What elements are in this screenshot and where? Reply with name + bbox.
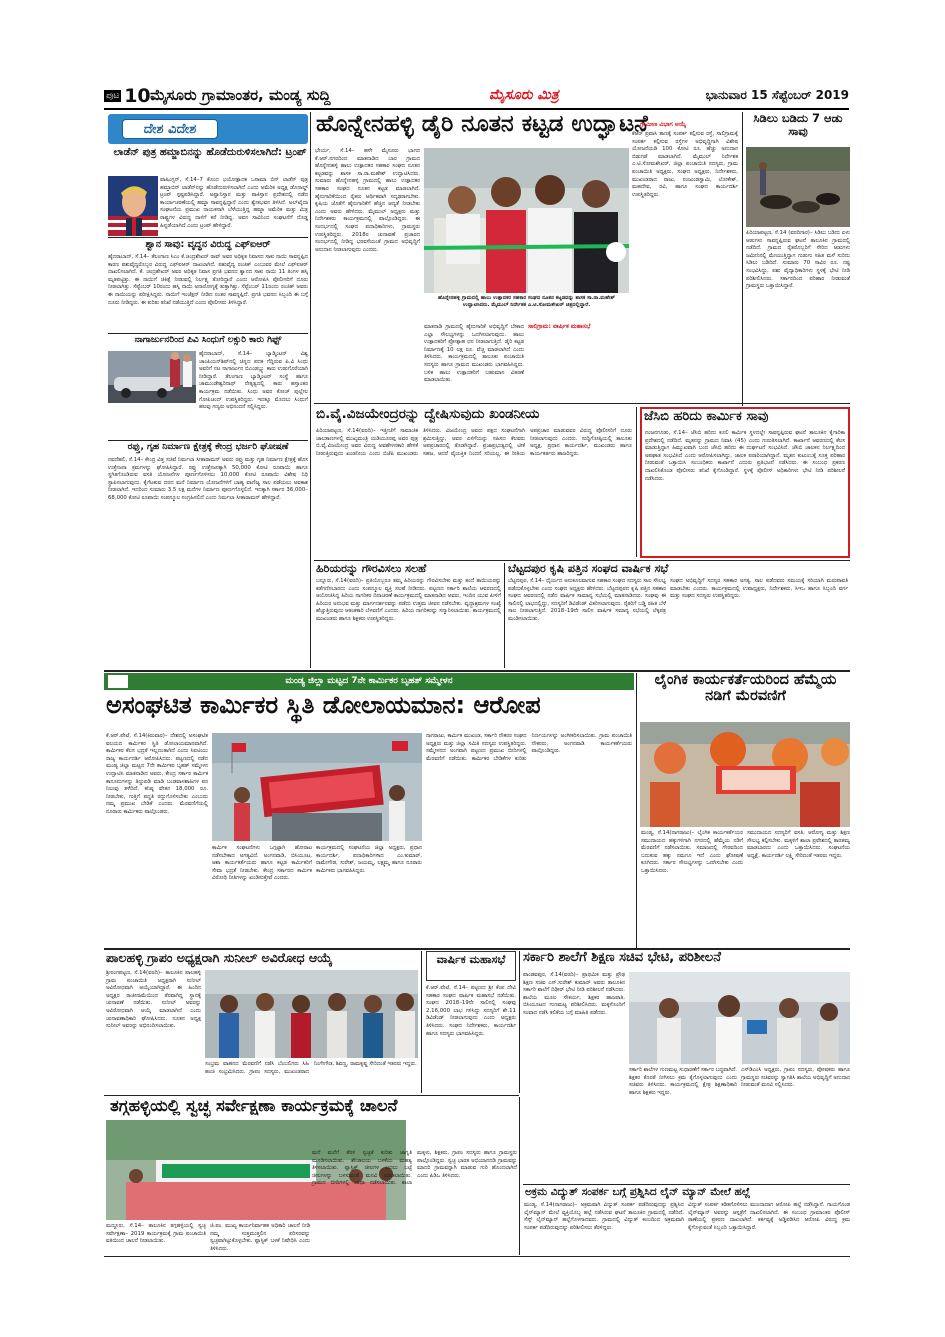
body-sexworkers-col1: ಮಂಡ್ಯ, ಸೆ.14(ನಾಗರಾಜು)– ಲೈಂಗಿಕ ಕಾರ್ಯಕರ್ತೆಯರ ಸಮುದಾಯದ ಹಕ್ಕುಗಳಿಗಾಗಿ ನಗರದಲ್ಲಿ ಹೆಮ್ಮೆಯ ನಡಿಗೆ ಮೆರವಣಿಗೆ ನಡೆಸಲಾಯಿತು. ಸಮಾಜದಲ್ಲಿ ಗೌರವದಿಂದ ಬದುಕುವ ಹಕ್ಕು ನಮಗೂ ಇದೆ ಎಂದು ಘೋಷಣೆ ಕೂಗಿದರು. ಸರ್ಕಾರ ಸೌಲಭ್ಯಗಳನ್ನು ಒದಗಿಸಬೇಕು ಎಂದು ಒತ್ತಾಯಿಸಿದರು.: [641, 830, 743, 874]
photo-sindhu-car: [108, 351, 196, 403]
body-workers-col4: ನಾಗರಾಜು, ಕಾರ್ಮಿಕ ಮುಖಂಡ, ಸರ್ಕಾರಿ ನೌಕರರ ಸಂಘದ ಅಧ್ಯಕ್ಷರು ಮತ್ತು ಜಿಲ್ಲಾ ಸಮಿತಿ ಸದಸ್ಯರು ಉಪಸ್ಥಿತರಿದ್ದರು. ಸಮ್ಮೇಳನದ ಅಂಗವಾಗಿ ಪಟ್ಟಣದ ಪ್ರಮುಖ ಬೀದಿಗಳಲ್ಲಿ ಮೆರವಣಿಗೆ ನಡೆಯಿತು. ಕಾರ್ಮಿಕರ ಬೇಡಿಕೆಗಳ ಕುರಿತು ನಿರ್ಣಯಗಳನ್ನು ಅಂಗೀಕರಿಸಲಾಯಿತು. ಗ್ರಾಮ ಪಂಚಾಯಿತಿ ನೌಕರರು, ಅಂಗನವಾಡಿ ಕಾರ್ಯಕರ್ತೆಯರು ಪಾಲ್ಗೊಂಡಿದ್ದರು.: [426, 733, 632, 762]
headline-vijayendra: ಬಿ.ವೈ.ವಿಜಯೇಂದ್ರರನ್ನು ದ್ವೇಷಿಸುವುದು ಖಂಡನೀಯ: [316, 406, 540, 422]
body-vijayendra: ಪಿರಿಯಾಪಟ್ಟಣ, ಸೆ.14(ವರದಿ)– ಇತ್ತೀಚೆಗೆ ಸಾಮಾಜಿಕ ಜಾಲತಾಣಗಳಲ್ಲಿ ಮುಖ್ಯಮಂತ್ರಿ ಯಡಿಯೂರಪ್ಪ ಅವರ ಪುತ್ರ ಬಿ.ವೈ.ವಿಜಯೇಂದ್ರ ಅವರ ವಿರುದ್ಧ ಅವಹೇಳನಕಾರಿ ಹೇಳಿಕೆ ನೀಡುತ್ತಿರುವುದು ಖಂಡನೀಯ ಎಂದು ಬಿಜೆಪಿ ಮುಖಂಡರು ತಿಳಿಸಿದರು. ವಿಜಯೇಂದ್ರ ಅವರು ಪಕ್ಷದ ಸಂಘಟನೆಗಾಗಿ ಶ್ರಮಿಸುತ್ತಿದ್ದು, ಅವರ ಏಳಿಗೆಯನ್ನು ಸಹಿಸದ ಕೆಲವರು ಅಪಪ್ರಚಾರದಲ್ಲಿ ತೊಡಗಿದ್ದಾರೆ. ಪ್ರಜಾಪ್ರಭುತ್ವದಲ್ಲಿ ಟೀಕೆ ಸಹಜ, ಆದರೆ ವೈಯಕ್ತಿಕ ನಿಂದನೆ ಸರಿಯಲ್ಲ. ಈ ರೀತಿಯ ಅಪಪ್ರಚಾರ ಮಾಡುವವರ ವಿರುದ್ಧ ಪೊಲೀಸರಿಗೆ ದೂರು ನೀಡಲಾಗುವುದು ಎಂದರು. ಸುದ್ದಿಗೋಷ್ಠಿಯಲ್ಲಿ ತಾಲೂಕು ಅಧ್ಯಕ್ಷ, ಪ್ರಧಾನ ಕಾರ್ಯದರ್ಶಿ, ಮುಖಂಡರು ಹಾಗೂ ಕಾರ್ಯಕರ್ತರು ಹಾಜರಿದ್ದರು.: [316, 428, 632, 457]
headline-laden: ಲಾಡೆನ್ ಪುತ್ರ ಹಮ್ಜಾಬಿನನ್ನು ಹೊಡೆದುರುಳಿಸಲಾಗಿದೆ: ಟ್ರಂಪ್: [113, 147, 307, 158]
body-dog: ಹೈದರಾಬಾದ್, ಸೆ.14– ತೆಲಂಗಾಣ ಸಿಎಂ ಕೆ.ಚಂದ್ರಶೇಖರ್ ರಾವ್ ಅವರ ಅಧಿಕೃತ ನಿವಾಸದ ಸಾಕು ನಾಯಿ ಸಾವನ್ನಪ್ಪಿದ ಕಾರಣ ಪಶುವೈದ್ಯರೊಬ್ಬರ ವಿರುದ್ಧ ಎಫ್ಐಆರ್ ದಾಖಲಾಗಿದೆ. ಪಶುವೈದ್ಯ ರಂಜಿತ್ ಎಂಬುವರ ಮೇಲೆ ಎಫ್ಐಆರ್ ದಾಖಲಿಸಲಾಗಿದೆ. ಕೆ. ಚಂದ್ರಶೇಖರ್ ಅವರ ಅಧಿಕೃತ ನಿವಾಸ ಪ್ರಗತಿ ಭವನದ ಶ್ವಾನದ ಸಾಕು ನಾಯಿ 11 ತಿಂಗಳ ಹಸ್ಕಿ ಮೃತಪಟ್ಟಿತ್ತು. ಈ ನಾಯಿಗೆ ಚಿಕಿತ್ಸೆ ನೀಡುವಲ್ಲಿ ನಿರ್ಲಕ್ಷ್ಯ ತೋರಿದ್ದಾರೆ ಎಂದು ಆರೋಪಿಸಿ ಪೊಲೀಸರಿಗೆ ದೂರು ನೀಡಲಾಗಿತ್ತು. ಸೆಪ್ಟೆಂಬರ್ 10ರಂದು ಹಸ್ಕಿ ನಾಯಿ ಅನಾರೋಗ್ಯಕ್ಕೆ ತುತ್ತಾಗಿತ್ತು. ಸೆಪ್ಟೆಂಬರ್ 11ರಂದು ರಂಜಿತ್ ಅವರು ಈ ನಾಯಿಯನ್ನು ಪರೀಕ್ಷಿಸಿದ್ದರು. ನಾಯಿಗೆ ಇಂಜೆಕ್ಷನ್ ನೀಡಿದ ನಂತರ ಸಾವನ್ನಪ್ಪಿದೆ. ಪ್ರಗತಿ ಭವನದ ಸಿಬ್ಬಂದಿ ಈ ಬಗ್ಗೆ ದೂರು ನೀಡಿದ್ದರು. ಈ ಕುರಿತು ತನಿಖೆ ನಡೆಯುತ್ತಿದೆ ಎಂದು ಪೊಲೀಸರು ತಿಳಿಸಿದ್ದಾರೆ.: [108, 254, 308, 306]
body-bettadapura-col2: ಸಂಘದ ಅಭಿವೃದ್ಧಿಗೆ ಸದಸ್ಯರ ಸಹಕಾರ ಅಗತ್ಯ. ಸಾಲ ಪಡೆದವರು ಸಮಯಕ್ಕೆ ಸರಿಯಾಗಿ ಮರುಪಾವತಿ ಮಾಡಬೇಕು ಎಂದರು. ಕಾರ್ಯಕ್ರಮದಲ್ಲಿ ಉಪಾಧ್ಯಕ್ಷರು, ನಿರ್ದೇಶಕರು, ಸಿಇಒ ಹಾಗೂ ಸಿಬ್ಬಂದಿ ವರ್ಗ ಮತ್ತು ಸಂಘದ ಸದಸ್ಯರು ಉಪಸ್ಥಿತರಿದ್ದರು.: [670, 578, 848, 600]
photo-goats: [746, 147, 850, 227]
body-dairy-col2: ಮಾತನಾಡಿ ಗ್ರಾಮದಲ್ಲಿ ಹೈನುಗಾರಿಕೆ ಅಭಿವೃದ್ಧಿಗೆ ಬೇಕಾದ ಎಲ್ಲಾ ಸೌಲಭ್ಯಗಳನ್ನು ಒದಗಿಸಲಾಗುವುದು. ಹಾಲು ಉತ್ಪಾದಕರಿಗೆ ಪ್ರೋತ್ಸಾಹ ಧನ ನೀಡಲಾಗುತ್ತಿದೆ. ಡೈರಿ ಕಟ್ಟಡ ನಿರ್ಮಾಣಕ್ಕೆ 10 ಲಕ್ಷ ರೂ. ವೆಚ್ಚ ಮಾಡಲಾಗಿದೆ ಎಂದು ತಿಳಿಸಿದರು. ಕಾರ್ಯಕ್ರಮದಲ್ಲಿ ತಾಲೂಕು ಪಂಚಾಯಿತಿ ಸದಸ್ಯರು ಹಾಗೂ ಗ್ರಾಮದ ಮುಖಂಡರು ಭಾಗವಹಿಸಿದ್ದರು. ಬಳಿಕ ಹಾಲು ಉತ್ಪಾದಕರಿಗೆ ಬಹುಮಾನ ವಿತರಣೆ ಮಾಡಲಾಯಿತು.: [424, 324, 524, 384]
headline-bettadapura: ಬೆಟ್ಟದಪುರ ಕೃಷಿ ಪತ್ತಿನ ಸಂಘದ ವಾರ್ಷಿಕ ಸಭೆ: [508, 562, 669, 575]
section-title: ಮೈಸೂರು ಗ್ರಾಮಾಂತರ, ಮಂಡ್ಯ ಸುದ್ದಿ: [150, 86, 331, 104]
masthead: [104, 85, 849, 109]
body-jcb: ನಂಜನಗೂಡು, ಸೆ.14– ಜೆಸಿಬಿ ಹರಿದು ಕೂಲಿ ಕಾರ್ಮಿಕ ಸ್ಥಳದಲ್ಲೇ ಸಾವನ್ನಪ್ಪಿರುವ ಘಟನೆ ತಾಲೂಕಿನ ಕೈಗಾರಿಕಾ ಪ್ರದೇಶದಲ್ಲಿ ನಡೆದಿದೆ. ಮೃತನನ್ನು ಗ್ರಾಮದ ನಿವಾಸಿ (45) ಎಂದು ಗುರುತಿಸಲಾಗಿದೆ. ಕಾರ್ಖಾನೆ ಆವರಣದಲ್ಲಿ ಕೆಲಸ ಮಾಡುತ್ತಿದ್ದಾಗ ಹಿಮ್ಮುಖವಾಗಿ ಬಂದ ಜೆಸಿಬಿ ಹರಿದು ಈ ದುರ್ಘಟನೆ ಸಂಭವಿಸಿದೆ. ಜೆಸಿಬಿ ಚಾಲಕನ ನಿರ್ಲಕ್ಷ್ಯದಿಂದ ಅಪಘಾತ ಸಂಭವಿಸಿದೆ ಎಂದು ಆರೋಪಿಸಲಾಗಿದ್ದು, ಚಾಲಕ ಪರಾರಿಯಾಗಿದ್ದಾನೆ. ಮೃತನ ಕುಟುಂಬಕ್ಕೆ ಸೂಕ್ತ ಪರಿಹಾರ ನೀಡುವಂತೆ ಒತ್ತಾಯಿಸಿ ಸಂಬಂಧಿಕರು ಕಾರ್ಖಾನೆ ಎದುರು ಪ್ರತಿಭಟನೆ ನಡೆಸಿದರು. ಈ ಸಂಬಂಧ ಪ್ರಕರಣ ದಾಖಲಿಸಿಕೊಂಡ ಪೊಲೀಸರು ತನಿಖೆ ಕೈಗೊಂಡಿದ್ದಾರೆ. ಸ್ಥಳಕ್ಕೆ ಪೊಲೀಸ್ ಅಧಿಕಾರಿಗಳು ಭೇಟಿ ನೀಡಿ ಪರಿಶೀಲನೆ ನಡೆಸಿದರು.: [645, 430, 845, 482]
body-palahalli-col1: ಶ್ರೀರಂಗಪಟ್ಟಣ, ಸೆ.14(ವರದಿ)– ತಾಲೂಕಿನ ಪಾಲಹಳ್ಳಿ ಗ್ರಾಮ ಪಂಚಾಯಿತಿ ಅಧ್ಯಕ್ಷರಾಗಿ ಸುನೀಲ್ ಅವಿರೋಧವಾಗಿ ಆಯ್ಕೆಯಾಗಿದ್ದಾರೆ. ಈ ಹಿಂದಿನ ಅಧ್ಯಕ್ಷರ ರಾಜೀನಾಮೆಯಿಂದ ತೆರವಾಗಿದ್ದ ಸ್ಥಾನಕ್ಕೆ ಚುನಾವಣೆ ನಡೆಯಿತು. ಸುನೀಲ್ ಅವರನ್ನು ಅವಿರೋಧವಾಗಿ ಆಯ್ಕೆ ಮಾಡಲಾಗಿದೆ ಎಂದು ಚುನಾವಣಾಧಿಕಾರಿ ಘೋಷಿಸಿದರು. ನೂತನ ಅಧ್ಯಕ್ಷ ಸುನೀಲ್ ಅವರನ್ನು ಅಭಿನಂದಿಸಲಾಯಿತು.: [106, 970, 201, 1030]
page-prefix: ಪುಟ: [106, 91, 120, 101]
body-export: ನವದೆಹಲಿ, ಸೆ.14– ಕೇಂದ್ರ ವಿತ್ತ ಸಚಿವೆ ನಿರ್ಮಲಾ ಸೀತಾರಾಮನ್ ಅವರು ರಫ್ತು ಮತ್ತು ಗೃಹ ನಿರ್ಮಾಣ ಕ್ಷೇತ್ರಕ್ಕೆ ಹೊಸ ಉತ್ತೇಜನಾ ಕ್ರಮಗಳನ್ನು ಘೋಷಿಸಿದ್ದಾರೆ. ರಫ್ತು ಉತ್ತೇಜನಕ್ಕಾಗಿ 50,000 ಕೋಟಿ ರೂಪಾಯಿ ಹಾಗೂ ಸ್ಥಗಿತಗೊಂಡಿರುವ ವಸತಿ ಯೋಜನೆಗಳ ಪೂರ್ಣಗೊಳಿಸಲು 10,000 ಕೋಟಿ ರೂಪಾಯಿ ವಿಶೇಷ ನಿಧಿ ಸ್ಥಾಪಿಸಲಾಗುವುದು. ಕೈಗೆಟಕುವ ದರದ ಮನೆ ನಿರ್ಮಾಣ ಯೋಜನೆಗಳಿಗೆ ಬಾಹ್ಯ ವಾಣಿಜ್ಯ ಸಾಲ ಪಡೆಯಲು ಅವಕಾಶ ನೀಡಲಾಗಿದೆ. ಇದರಿಂದ ಸುಮಾರು 3.5 ಲಕ್ಷ ಮನೆಗಳ ನಿರ್ಮಾಣ ಪೂರ್ಣಗೊಳ್ಳಲಿದೆ. ಇದಕ್ಕಾಗಿ ಸರ್ಕಾರ 36,000–68,000 ಕೋಟಿ ರೂಪಾಯಿ ಸಂಪನ್ಮೂಲ ಸಂಗ್ರಹಿಸಲಿದೆ ಎಂದು ನಿರ್ಮಲಾ ಸೀತಾರಾಮನ್ ಹೇಳಿದ್ದಾರೆ.: [108, 457, 308, 501]
headline-sexworkers: ಲೈಂಗಿಕ ಕಾರ್ಯಕರ್ತೆಯರಿಂದ ಹೆಮ್ಮೆಯ ನಡಿಗೆ ಮೆರವಣಿಗೆ: [654, 672, 837, 704]
workers-band: [104, 673, 634, 690]
body-lineman-col2: ವಿದ್ಯುತ್ ಸಂಪರ್ಕ ಕಡಿತಗೊಳಿಸಲು ಮುಂದಾದಾಗ ಆರೋಪಿ ಹಲ್ಲೆ ನಡೆಸಿದ್ದಾನೆ. ಗಾಯಗೊಂಡ ಲೈನ್‌ಮ್ಯಾನ್ ಅವರನ್ನು ಆಸ್ಪತ್ರೆಗೆ ದಾಖಲಿಸಲಾಗಿದೆ. ಈ ಸಂಬಂಧ ಗ್ರಾಮಾಂತರ ಪೊಲೀಸ್ ಠಾಣೆಯಲ್ಲಿ ಪ್ರಕರಣ ದಾಖಲಾಗಿದೆ. ಕರ್ತವ್ಯಕ್ಕೆ ಅಡ್ಡಿಪಡಿಸಿದ ಆರೋಪಿ ವಿರುದ್ಧ ಕ್ರಮ ಕೈಗೊಳ್ಳುವಂತೆ ಸಿಬ್ಬಂದಿ ಒತ್ತಾಯಿಸಿದ್ದಾರೆ.: [688, 1202, 850, 1231]
body-school-col2: ಸರ್ಕಾರಿ ಶಾಲೆಗಳ ಗುಣಮಟ್ಟ ಸುಧಾರಣೆಗೆ ಸರ್ಕಾರ ಬದ್ಧವಾಗಿದೆ. ಶಿಕ್ಷಕರ ಕೊರತೆ ನೀಗಿಸಲು ಕ್ರಮ ಕೈಗೊಳ್ಳಲಾಗುವುದು ಎಂದು ಸಚಿವರು ತಿಳಿಸಿದರು. ಕಾರ್ಯಕ್ರಮದಲ್ಲಿ ಕ್ಷೇತ್ರ ಶಿಕ್ಷಣಾಧಿಕಾರಿ ಹಾಗೂ ಶಿಕ್ಷಕರು ಇದ್ದರು.: [629, 1067, 737, 1096]
page-number-box: [104, 85, 151, 107]
headline-jcb: ಜೆಸಿಬಿ ಹರಿದು ಕಾರ್ಮಿಕ ಸಾವು: [644, 409, 769, 424]
desha-videsha-banner: [108, 114, 308, 144]
headline-lineman: ಅಕ್ರಮ ವಿದ್ಯುತ್ ಸಂಪರ್ಕ ಬಗ್ಗೆ ಪ್ರಶ್ನಿಸಿದ ಲೈನ್ ಮ್ಯಾನ್ ಮೇಲೆ ಹಲ್ಲೆ: [525, 1186, 751, 1198]
body-palahalli-col2: ಸಂಭ್ರಮ ವಾಹನದ ಮೆರವಣಿಗೆ ನಡೆಸಿ ಬೆಂಬಲಿಗರು ಸಿಹಿ ಹಂಚಿ ಸಂಭ್ರಮಿಸಿದರು. ಗ್ರಾಪಂ ಸದಸ್ಯರು, ಮುಖಂಡರಾದ ನಿಂಗೇಗೌಡ, ಶಿವಣ್ಣ, ರಾಮಕೃಷ್ಣ ಸೇರಿದಂತೆ ಇತರರು ಇದ್ದರು.: [205, 1061, 417, 1075]
headline-swachh: ತಗ್ಗಹಳ್ಳಿಯಲ್ಲಿ ಸ್ವಚ್ಛ ಸರ್ವೇಕ್ಷಣಾ ಕಾರ್ಯಕ್ರಮಕ್ಕೆ ಚಾಲನೆ: [110, 1096, 398, 1115]
body-bettadapura-col1: ಬೆಟ್ಟದಪುರ, ಸೆ.14– ಧೈರ್ಯದ ಅನುಕೂಲವಾಗುವ ಸಹಕಾರ ಸಂಘದ ಸದಸ್ಯರು ಸಾಲ ಸೌಲಭ್ಯ ಪಡೆದುಕೊಳ್ಳಬೇಕು ಎಂದು ಸಂಘದ ಅಧ್ಯಕ್ಷರು ಹೇಳಿದರು. ಬೆಟ್ಟದಪುರದ ಕೃಷಿ ಪತ್ತಿನ ಸಹಕಾರ ಸಂಘದ ಆವರಣದಲ್ಲಿ ನಡೆದ ವಾರ್ಷಿಕ ಸಾಮಾನ್ಯ ಸಭೆಯಲ್ಲಿ ಮಾತನಾಡಿದರು. ಸಂಘವು ಈ ಸಾಲಿನಲ್ಲಿ ಲಾಭದಲ್ಲಿದ್ದು, ಸದಸ್ಯರಿಗೆ ಡಿವಿಡೆಂಡ್ ವಿತರಿಸಲಾಗುವುದು. ರೈತರಿಗೆ ಬಡ್ಡಿ ರಹಿತ ಬೆಳೆ ಸಾಲ ನೀಡಲಾಗುತ್ತಿದೆ. 2018–19ನೇ ಸಾಲಿನ ವಾರ್ಷಿಕ ಸಮಾನ್ಯ ಸಭೆಯಲ್ಲಿ ಲೆಕ್ಕಪತ್ರ ಮಂಡಿಸಲಾಯಿತು.: [508, 578, 666, 622]
col3-tag: ಗ್ರಾಮೀಣ ವಿಭಾಗ ಆಯ್ಕೆ: [640, 121, 687, 128]
headline-workers: ಅಸಂಘಟಿತ ಕಾರ್ಮಿಕರ ಸ್ಥಿತಿ ಡೋಲಾಯಮಾನ: ಆರೋಪ: [106, 691, 541, 719]
body-goats: ಪಿರಿಯಾಪಟ್ಟಣ, ಸೆ.14 (ವರದಿಗಾರ)– ಸಿಡಿಲು ಬಡಿದು ಏಳು ಆಡುಗಳು ಸಾವನ್ನಪ್ಪಿರುವ ಘಟನೆ ತಾಲೂಕಿನ ಗ್ರಾಮದಲ್ಲಿ ನಡೆದಿದೆ. ಗ್ರಾಮದ ರೈತರೊಬ್ಬರಿಗೆ ಸೇರಿದ ಆಡುಗಳು ಜಮೀನಿನಲ್ಲಿ ಮೇಯುತ್ತಿದ್ದಾಗ ಗುಡುಗು ಸಹಿತ ಮಳೆ ಸುರಿದು ಸಿಡಿಲು ಬಡಿದಿದೆ. ಸುಮಾರು 70 ಸಾವಿರ ರೂ. ನಷ್ಟ ಸಂಭವಿಸಿದ್ದು, ಪಶು ವೈದ್ಯಾಧಿಕಾರಿಗಳು ಸ್ಥಳಕ್ಕೆ ಭೇಟಿ ನೀಡಿ ಪರಿಶೀಲಿಸಿದರು. ಸರ್ಕಾರದಿಂದ ಪರಿಹಾರ ನೀಡುವಂತೆ ಗ್ರಾಮಸ್ಥರು ಒತ್ತಾಯಿಸಿದ್ದಾರೆ.: [746, 230, 850, 290]
photo-school-visit: [629, 972, 850, 1064]
body-school-col1: ಪಾಂಡವಪುರ, ಸೆ.14(ವರದಿ)– ಪ್ರಾಥಮಿಕ ಮತ್ತು ಪ್ರೌಢ ಶಿಕ್ಷಣ ಸಚಿವ ಎಸ್.ಸುರೇಶ್ ಕುಮಾರ್ ಅವರು ತಾಲೂಕಿನ ಸರ್ಕಾರಿ ಶಾಲೆಗೆ ದಿಢೀರ್ ಭೇಟಿ ನೀಡಿ ಪರಿಶೀಲನೆ ನಡೆಸಿದರು. ಶಾಲೆಯ ಮೂಲ ಸೌಕರ್ಯ, ಶಿಕ್ಷಕರ ಹಾಜರಾತಿ, ಬಿಸಿಯೂಟದ ಗುಣಮಟ್ಟ ಪರಿಶೀಲಿಸಿದರು. ಮಕ್ಕಳೊಂದಿಗೆ ಸಂವಾದ ನಡೆಸಿ ಕಲಿಕೆಯ ಬಗ್ಗೆ ಮಾಹಿತಿ ಪಡೆದರು.: [523, 972, 625, 1016]
headline-annual-meeting: ವಾರ್ಷಿಕ ಮಹಾಸಭೆ: [426, 951, 516, 981]
headline-sindhu: ನಾಗಾರ್ಜುನರಿಂದ ಪಿವಿ ಸಿಂಧುಗೆ ಲಕ್ಸುರಿ ಕಾರು ಗಿಫ್ಟ್: [134, 335, 282, 345]
headline-palahalli: ಪಾಲಹಳ್ಳಿ ಗ್ರಾಪಂ ಅಧ್ಯಕ್ಷರಾಗಿ ಸುನೀಲ್ ಅವಿರೋಧ ಆಯ್ಕೆ: [106, 950, 333, 965]
body-swachh-col2: ಜಿ.ಪಂ. ಮುಖ್ಯ ಕಾರ್ಯನಿರ್ವಾಹಕ ಅಧಿಕಾರಿ ಚಾಲನೆ ನೀಡಿ ನಮ್ಮ ಸುತ್ತಮುತ್ತಲಿನ ಪರಿಸರವನ್ನು ಸ್ವಚ್ಛವಾಗಿಟ್ಟುಕೊಳ್ಳಬೇಕು. ಪ್ಲಾಸ್ಟಿಕ್ ಬಳಕೆ ನಿಷೇಧಿಸಿ ಎಂದು ತಿಳಿಸಿದರು.: [210, 1223, 310, 1252]
body-dairy-col3: ಕೆಆರ್ ಪ್ರವಾಸಿ ತಾಣಕ್ಕೆ ಸಂಪರ್ಕ ಕಲ್ಪಿಸುವ ರಸ್ತೆ, ಸಾಲಿಗ್ರಾಮಕ್ಕೆ ಸಂಪರ್ಕ ಕಲ್ಪಿಸುವ ರಸ್ತೆಗಳ ಅಭಿವೃದ್ಧಿಗಾಗಿ ವಿಶೇಷ ಯೋಜನೆಯಡಿ 100 ಕೋಟಿ ರೂ. ಹೆಚ್ಚು ಅನುದಾನ ಬಿಡುಗಡೆ ಮಾಡಲಾಗಿದೆ. ಮೈಮುಲ್ ನಿರ್ದೇಶಕ ಎ.ಟಿ.ಸೋಮಶೇಖರ್, ಜಿಲ್ಲಾ ಪಂಚಾಯಿತಿ ಸದಸ್ಯರು, ಗ್ರಾಮ ಪಂಚಾಯಿತಿ ಅಧ್ಯಕ್ಷರು, ಸಂಘದ ಅಧ್ಯಕ್ಷರು, ನಿರ್ದೇಶಕರು, ಮುಖಂಡರಾದ ರಾಜು, ನಂಜುಂಡಸ್ವಾಮಿ, ಲೋಕೇಶ್, ಮಹದೇವ, ರವಿ, ಹಾಗೂ ಸಂಘದ ಕಾರ್ಯದರ್ಶಿ ಉಪಸ್ಥಿತರಿದ್ದರು.: [632, 131, 738, 198]
desha-videsha-label: ದೇಶ ವಿದೇಶ: [122, 119, 218, 139]
issue-date: ಭಾನುವಾರ 15 ಸೆಪ್ಟೆಂಬರ್ 2019: [705, 88, 849, 102]
headline-export: ರಫ್ತು, ಗೃಹ ನಿರ್ಮಾಣ ಕ್ಷೇತ್ರಕ್ಕೆ ಕೇಂದ್ರ ಭರ್ಜರಿ ಘೋಷಣೆ: [127, 442, 289, 452]
body-workers-col1: ಕೆ.ಆರ್.ಪೇಟೆ, ಸೆ.14(ಕಿರುವಾರ)– ದೇಶದಲ್ಲಿ ಅಸಂಘಟಿತ ವಲಯದ ಕಾರ್ಮಿಕರ ಸ್ಥಿತಿ ಡೋಲಾಯಮಾನವಾಗಿದೆ. ಕಾರ್ಮಿಕರ ಕೆಲಸ ಭದ್ರತೆ ಇಲ್ಲದಂತಾಗಿದೆ ಎಂದು ಸಿಐಟಿಯು ರಾಜ್ಯ ಕಾರ್ಯದರ್ಶಿ ಆರೋಪಿಸಿದರು. ಪಟ್ಟಣದಲ್ಲಿ ನಡೆದ ಮಂಡ್ಯ ಜಿಲ್ಲಾ ಮಟ್ಟದ 7ನೇ ಕಾರ್ಮಿಕರ ಬೃಹತ್ ಸಮ್ಮೇಳನ ಉದ್ಘಾಟಿಸಿ ಮಾತನಾಡಿದ ಅವರು, ಕೇಂದ್ರ ಸರ್ಕಾರ ಕಾರ್ಮಿಕ ಕಾನೂನುಗಳನ್ನು ತಿದ್ದುಪಡಿ ಮಾಡಿ ಬಂಡವಾಳಶಾಹಿಗಳ ಪರ ನಿಲುವು ತಳೆದಿದೆ. ಕನಿಷ್ಠ ವೇತನ 18,000 ರೂ. ನೀಡಬೇಕು, ಗುತ್ತಿಗೆ ಪದ್ಧತಿ ರದ್ದುಗೊಳಿಸಬೇಕು ಎಂಬುದು ನಮ್ಮ ಪ್ರಮುಖ ಬೇಡಿಕೆ ಎಂದರು. ಮೆರವಣಿಗೆಯಲ್ಲಿ ನೂರಾರು ಕಾರ್ಮಿಕರು ಪಾಲ್ಗೊಂಡರು.: [106, 733, 208, 815]
body-dairy-col1: ಭೇರ್ಯ, ಸೆ.14– ಹಳೇ ಮೈಸೂರು ಭಾಗದ ಕೆ.ಆರ್.ನಗರದಿಂದ ಮಾತನಾಡಿದ ಬಾರ ಗ್ರಾಮದ ಹೊನ್ನೇನಹಳ್ಳಿ ಹಾಲು ಉತ್ಪಾದಕರ ಸಹಕಾರ ಸಂಘದ ನೂತನ ಕಟ್ಟಡವನ್ನು ಶಾಸಕ ಸಾ.ರಾ.ಮಹೇಶ್ ಉದ್ಘಾಟಿಸಿದರು. ಸುಮಾರು ಹೊನ್ನೇನಹಳ್ಳಿ ಗ್ರಾಮದಲ್ಲಿ ಹಾಲು ಉತ್ಪಾದಕರ ಸಹಕಾರ ಸಂಘದ ನೂತನ ಕಟ್ಟಡ ಮಾಡಲಾಗಿದೆ. ಹೈನುಗಾರಿಕೆಯಿಂದ ರೈತರು ಆರ್ಥಿಕವಾಗಿ ಸದೃಢರಾಗಬೇಕು. ಕೃಷಿಯ ಜೊತೆಗೆ ಹೈನುಗಾರಿಕೆಗೆ ಹೆಚ್ಚಿನ ಆದ್ಯತೆ ನೀಡಬೇಕು ಎಂದು ಅವರು ಹೇಳಿದರು. ಮೈಮುಲ್ ಅಧ್ಯಕ್ಷರು ಮತ್ತು ನಿರ್ದೇಶಕರು ಕಾರ್ಯಕ್ರಮದಲ್ಲಿ ಪಾಲ್ಗೊಂಡಿದ್ದರು. ಈ ಸಂದರ್ಭದಲ್ಲಿ ಸಂಘದ ಪದಾಧಿಕಾರಿಗಳು, ಗ್ರಾಮಸ್ಥರು ಉಪಸ್ಥಿತರಿದ್ದರು. 2018ರ ಚುನಾವಣೆ ಪ್ರಚಾರದ ಸಂದರ್ಭದಲ್ಲಿ ನೀಡಿದ್ದ ಭರವಸೆಯಂತೆ ಗ್ರಾಮದ ಅಭಿವೃದ್ಧಿಗೆ ಅನುದಾನ ನೀಡಲಾಗುವುದು ಎಂದರು.: [315, 148, 420, 253]
headline-dairy: ಹೊನ್ನೇನಹಳ್ಳಿ ಡೈರಿ ನೂತನ ಕಟ್ಟಡ ಉದ್ಘಾಟನೆ: [316, 111, 648, 137]
caption-dairy: ಹೊನ್ನೇನಹಳ್ಳಿ ಗ್ರಾಮದಲ್ಲಿ ಹಾಲು ಉತ್ಪಾದಕರ ಸಹಕಾರ ಸಂಘದ ನೂತನ ಕಟ್ಟಡವನ್ನು ಶಾಸಕ ಸಾ.ರಾ.ಮಹೇಶ್ ಉದ್ಘಾಟಿಸಿದರು. ಮೈಮುಲ್ ನಿರ್ದೇಶಕ ಎ.ಟಿ.ಸೋಮಶೇಖರ್ ಚಿತ್ರದಲ್ಲಿದ್ದಾರೆ.: [438, 295, 615, 308]
band-tag: [108, 675, 128, 688]
body-sexworkers-col2: ಸಮುದಾಯದ ಸದಸ್ಯರಿಗೆ ವಸತಿ, ಆರೋಗ್ಯ ಮತ್ತು ಶಿಕ್ಷಣ ಸೌಲಭ್ಯ ಕಲ್ಪಿಸಬೇಕು. ಮಕ್ಕಳಿಗೆ ಶಾಲಾ ಪ್ರವೇಶದಲ್ಲಿ ತಾರತಮ್ಯ ಮಾಡಬಾರದು ಎಂದು ಒತ್ತಾಯಿಸಿದರು. ಸಂಘಟನೆಯ ಅಧ್ಯಕ್ಷೆ, ಕಾರ್ಯದರ್ಶಿ ಲಕ್ಷ್ಮಿ ಸೇರಿದಂತೆ ಇತರರು ಇದ್ದರು.: [747, 830, 850, 859]
subhead-saligrama: ಸಾಲಿಗ್ರಾಮ: ವಾರ್ಷಿಕ ಮಹಾಸಭೆ: [528, 323, 591, 330]
body-swachh-col1: ಮದ್ದೂರು, ಸೆ.14– ತಾಲೂಕಿನ ತಗ್ಗಹಳ್ಳಿಯಲ್ಲಿ ಸ್ವಚ್ಛ ಸರ್ವೇಕ್ಷಣಾ– 2019 ಕಾರ್ಯಕ್ರಮಕ್ಕೆ ಗ್ರಾಮ ಪಂಚಾಯಿತಿ ವತಿಯಿಂದ ಚಾಲನೆ ನೀಡಲಾಯಿತು.: [106, 1223, 206, 1245]
body-school-col3: ಎಸ್‌ಡಿಎಂಸಿ ಅಧ್ಯಕ್ಷರು, ಗ್ರಾಪಂ ಸದಸ್ಯರು, ಪೋಷಕರು ಹಾಗೂ ಗ್ರಾಮಸ್ಥರು ಸಚಿವರನ್ನು ಸ್ವಾಗತಿಸಿ ಶಾಲೆಯ ಅಭಿವೃದ್ಧಿಗೆ ಅನುದಾನ ನೀಡುವಂತೆ ಮನವಿ ಸಲ್ಲಿಸಿದರು.: [741, 1067, 850, 1089]
body-workers-col2: ಕಾರ್ಮಿಕ ಸಂಘಟನೆಗಳು ಒಗ್ಗಟ್ಟಾಗಿ ಹೋರಾಟ ನಡೆಸಬೇಕಾದ ಅಗತ್ಯವಿದೆ. ಅಂಗನವಾಡಿ, ಬಿಸಿಯೂಟ, ಆಶಾ ಕಾರ್ಯಕರ್ತೆಯರು ಹಾಗೂ ಕಟ್ಟಡ ಕಾರ್ಮಿಕರಿಗೆ ಸೇವಾ ಭದ್ರತೆ ನೀಡಬೇಕು. ಕೇಂದ್ರ ಸರ್ಕಾರದ ಕಾರ್ಮಿಕ ವಿರೋಧಿ ನೀತಿಗಳನ್ನು ಖಂಡಿಸುತ್ತೇವೆ ಎಂದರು.: [212, 845, 312, 882]
body-annual-meeting: ಕೆ.ಆರ್.ಪೇಟೆ, ಸೆ.14– ಪಟ್ಟಣದ ಶ್ರೀ ಕೆಂಪ ದೇವಿ ಸಹಕಾರ ಸಂಘದ ವಾರ್ಷಿಕ ಮಹಾಸಭೆ ನಡೆಯಿತು. ಸಂಘದ 2018–19ನೇ ಸಾಲಿನಲ್ಲಿ ಸಂಘವು 2,16,000 ಲಾಭ ಗಳಿಸಿದ್ದು ಸದಸ್ಯರಿಗೆ ಶೇ.11 ಡಿವಿಡೆಂಡ್ ನೀಡಲಾಗುವುದು ಎಂದು ಅಧ್ಯಕ್ಷರು ತಿಳಿಸಿದರು. ಸಂಘದ ನಿರ್ದೇಶಕರು, ಕಾರ್ಯದರ್ಶಿ ಹಾಗೂ ಸದಸ್ಯರು ಭಾಗವಹಿಸಿದ್ದರು.: [426, 985, 516, 1037]
body-lineman-col1: ಮಂಡ್ಯ, ಸೆ.14(ನಾಗರಾಜು)– ಅಕ್ರಮವಾಗಿ ವಿದ್ಯುತ್ ಸಂಪರ್ಕ ಪಡೆದಿರುವುದನ್ನು ಪ್ರಶ್ನಿಸಿದ ಲೈನ್‌ಮ್ಯಾನ್ ಮೇಲೆ ವ್ಯಕ್ತಿಯೊಬ್ಬ ಹಲ್ಲೆ ನಡೆಸಿರುವ ಘಟನೆ ತಾಲೂಕಿನ ಗ್ರಾಮದಲ್ಲಿ ನಡೆದಿದೆ. ಸೆಸ್ಕ್ ಲೈನ್‌ಮ್ಯಾನ್ ಹಲ್ಲೆಗೊಳಗಾದವರು. ಗ್ರಾಮದಲ್ಲಿ ವಿದ್ಯುತ್ ಕಂಬದಿಂದ ಅಕ್ರಮವಾಗಿ ಸಂಪರ್ಕ ಪಡೆದಿರುವುದನ್ನು ಪರಿಶೀಲಿಸಲು ತೆರಳಿದ್ದರು.: [524, 1202, 684, 1231]
workers-band-label: ಮಂಡ್ಯ ಜಿಲ್ಲಾ ಮಟ್ಟದ 7ನೇ ಕಾರ್ಮಿಕರ ಬೃಹತ್ ಸಮ್ಮೇಳನ: [285, 676, 453, 686]
photo-palahalli: [205, 970, 418, 1058]
body-swachh-col3: ಮನೆ ಮನೆಗೆ ತೆರಳಿ ಸ್ವಚ್ಛತೆ ಕುರಿತು ಜಾಗೃತಿ ಮೂಡಿಸಲಾಯಿತು. ಶೌಚಾಲಯ ಬಳಕೆಯ ಮಹತ್ವ ತಿಳಿಸಲಾಯಿತು. ಪ್ಲಾಸ್ಟಿಕ್ ಚೀಲಗಳ ಬದಲು ಬಟ್ಟೆ ಚೀಲಗಳನ್ನು ಬಳಸುವಂತೆ ಮನವಿ ಮಾಡಲಾಯಿತು. ಗ್ರಾಮದ ಬೀದಿಗಳಲ್ಲಿ ಜಾಥಾ ನಡೆಸಲಾಯಿತು. ಶಾಲಾ ಮಕ್ಕಳು, ಶಿಕ್ಷಕರು, ಗ್ರಾಪಂ ಸದಸ್ಯರು ಹಾಗೂ ಗ್ರಾಮಸ್ಥರು ಪಾಲ್ಗೊಂಡಿದ್ದರು. ಸ್ವಚ್ಛ ಭಾರತ ಅಭಿಯಾನದಡಿ ಗ್ರಾಮವನ್ನು ಮಾದರಿ ಗ್ರಾಮವನ್ನಾಗಿ ಮಾಡುವ ಗುರಿ ಹೊಂದಲಾಗಿದೆ ಎಂದು ಪಿಡಿಒ ತಿಳಿಸಿದರು.: [312, 1150, 517, 1187]
masthead-rule: [104, 108, 849, 110]
paper-logo: ಮೈಸೂರು ಮಿತ್ರ: [489, 87, 559, 103]
body-sindhu: ಹೈದರಾಬಾದ್, ಸೆ.14– ಬ್ಯಾಡ್ಮಿಂಟನ್ ವಿಶ್ವ ಚಾಂಪಿಯನ್‌ಶಿಪ್‌ನಲ್ಲಿ ಚಿನ್ನದ ಪದಕ ಗೆದ್ದಿರುವ ಪಿ.ವಿ ಸಿಂಧು ಅವರಿಗೆ ನಟ ನಾಗಾರ್ಜುನ ಬಿಎಂಡಬ್ಲ್ಯು ಕಾರು ಉಡುಗೊರೆಯಾಗಿ ನೀಡಿದ್ದಾರೆ. ತೆಲಂಗಾಣ ಬ್ಯಾಡ್ಮಿಂಟನ್ ಸಂಸ್ಥೆ ಹಾಗೂ ಚಾಮುಂಡೇಶ್ವರಿನಾಥ್ ನೇತೃತ್ವದಲ್ಲಿ ಕಾರು ಹಸ್ತಾಂತರ ಕಾರ್ಯಕ್ರಮ ನಡೆಯಿತು. ಸಿಂಧು ಅವರ ಕೋಚ್ ಪುಲ್ಲೇಲ ಗೋಪಿಚಂದ್ ಉಪಸ್ಥಿತರಿದ್ದರು. ಇದಕ್ಕೂ ಮೊದಲು ಸಿಂಧುಗೆ ಹಲವು ಗಣ್ಯರು ಅಭಿನಂದನೆ ಸಲ್ಲಿಸಿದ್ದರು.: [199, 351, 308, 411]
body-laden: ವಾಷಿಂಗ್ಟನ್, ಸೆ.14–7 ಕೊಂದ ಭಯೋತ್ಪಾದಕ ಒಸಾಮಾ ಬಿನ್ ಲಾಡೆನ್ ಪುತ್ರ ಹಮ್ಜಾಬಿನ್ ಲಾಡೆನ್‌ನನ್ನು ಹೊಡೆದುರುಳಿಸಲಾಗಿದೆ ಎಂದು ಅಮೆರಿಕ ಅಧ್ಯಕ್ಷ ಡೊನಾಲ್ಡ್ ಟ್ರಂಪ್ ಸ್ಪಷ್ಟಪಡಿಸಿದ್ದಾರೆ. ಅಫ್ಘಾನಿಸ್ತಾನ ಮತ್ತು ಪಾಕಿಸ್ತಾನ ಪ್ರದೇಶದಲ್ಲಿ ನಡೆದ ಕಾರ್ಯಾಚರಣೆಯಲ್ಲಿ ಹಮ್ಜಾ ಸಾವನ್ನಪ್ಪಿದ್ದಾನೆ ಎಂದು ಶ್ವೇತಭವನ ತಿಳಿಸಿದೆ. ಅಲ್‌ಖೈದಾ ಸಂಘಟನೆಯ ಪ್ರಮುಖ ನಾಯಕನಾಗಿ ಬೆಳೆಯುತ್ತಿದ್ದ ಹಮ್ಜಾ ಅಮೆರಿಕ ಮತ್ತು ಮಿತ್ರ ರಾಷ್ಟ್ರಗಳ ವಿರುದ್ಧ ದಾಳಿಗೆ ಕರೆ ನೀಡಿದ್ದ. ಅವನ ಸಾವಿನಿಂದ ಸಂಘಟನೆಗೆ ದೊಡ್ಡ ಹಿನ್ನಡೆಯಾಗಿದೆ ಎಂದು ಟ್ರಂಪ್ ಹೇಳಿದ್ದಾರೆ.: [160, 177, 308, 229]
photo-workers-rally: [212, 733, 422, 841]
body-elders: ಬನ್ನೂರು, ಸೆ.14(ವರದಿ)– ಪ್ರತಿಯೊಬ್ಬರೂ ತಮ್ಮ ಹಿರಿಯರನ್ನು ಗೌರವಿಸಬೇಕು ಮತ್ತು ತಂದೆ ತಾಯಿಯರನ್ನು ಕಡೆಗಣಿಸಬಾರದು ಎಂದು ಸಂಪನ್ಮೂಲ ವ್ಯಕ್ತಿ ಸಲಹೆ ನೀಡಿದರು. ಪಟ್ಟಣದ ಸರ್ಕಾರಿ ಶಾಲೆಯ ಆವರಣದಲ್ಲಿ ಆಯೋಜಿಸಿದ್ದ ಹಿರಿಯ ನಾಗರಿಕರ ದಿನಾಚರಣೆ ಕಾರ್ಯಕ್ರಮದಲ್ಲಿ ಮಾತನಾಡಿದ ಅವರು, ಇಂದಿನ ಯುವ ಪೀಳಿಗೆ ಹಿರಿಯರ ಅನುಭವ ಮತ್ತು ಮಾರ್ಗದರ್ಶನವನ್ನು ಪಡೆದು ಉತ್ತಮ ಜೀವನ ನಡೆಸಬೇಕು. ವೃದ್ಧಾಶ್ರಮಗಳ ಸಂಖ್ಯೆ ಹೆಚ್ಚುತ್ತಿರುವುದು ಆತಂಕಕಾರಿ ಬೆಳವಣಿಗೆ ಎಂದರು. ಹಿರಿಯ ನಾಗರಿಕರನ್ನು ಸನ್ಮಾನಿಸಲಾಯಿತು. ಕಾರ್ಯಕ್ರಮದಲ್ಲಿ ಮುಖಂಡರು ಹಾಗೂ ಶಿಕ್ಷಕರು ಉಪಸ್ಥಿತರಿದ್ದರು.: [316, 578, 501, 622]
body-workers-col3: ಕಾರ್ಯಕ್ರಮದಲ್ಲಿ ಸಂಘಟನೆಯ ಜಿಲ್ಲಾ ಅಧ್ಯಕ್ಷರು, ಪ್ರಧಾನ ಕಾರ್ಯದರ್ಶಿ, ಪದಾಧಿಕಾರಿಗಳಾದ ಎಂ.ಕುಮಾರ್, ರಾಮೇಗೌಡ, ಸುರೇಶ್, ಜಯಮ್ಮ, ಲಕ್ಷ್ಮಮ್ಮ ಹಾಗೂ ನೂರಾರು ಕಾರ್ಮಿಕರು ಭಾಗವಹಿಸಿದ್ದರು.: [316, 845, 422, 874]
page-number: 10: [124, 85, 151, 107]
headline-dog: ಶ್ವಾನ ಸಾವು: ವೃದ್ಧನ ವಿರುದ್ಧ ಎಫ್ಐಆರ್: [145, 239, 271, 250]
headline-goats: ಸಿಡಿಲು ಬಡಿದು 7 ಆಡು ಸಾವು: [753, 111, 843, 138]
photo-trump: [108, 176, 158, 236]
photo-sexworkers-march: [640, 722, 850, 827]
photo-dairy-inauguration: [424, 148, 629, 293]
headline-school-visit: ಸರ್ಕಾರಿ ಶಾಲೆಗೆ ಶಿಕ್ಷಣ ಸಚಿವ ಭೇಟಿ, ಪರಿಶೀಲನೆ: [523, 950, 721, 965]
headline-elders: ಹಿರಿಯರನ್ನು ಗೌರವಿಸಲು ಸಲಹೆ: [316, 562, 427, 575]
